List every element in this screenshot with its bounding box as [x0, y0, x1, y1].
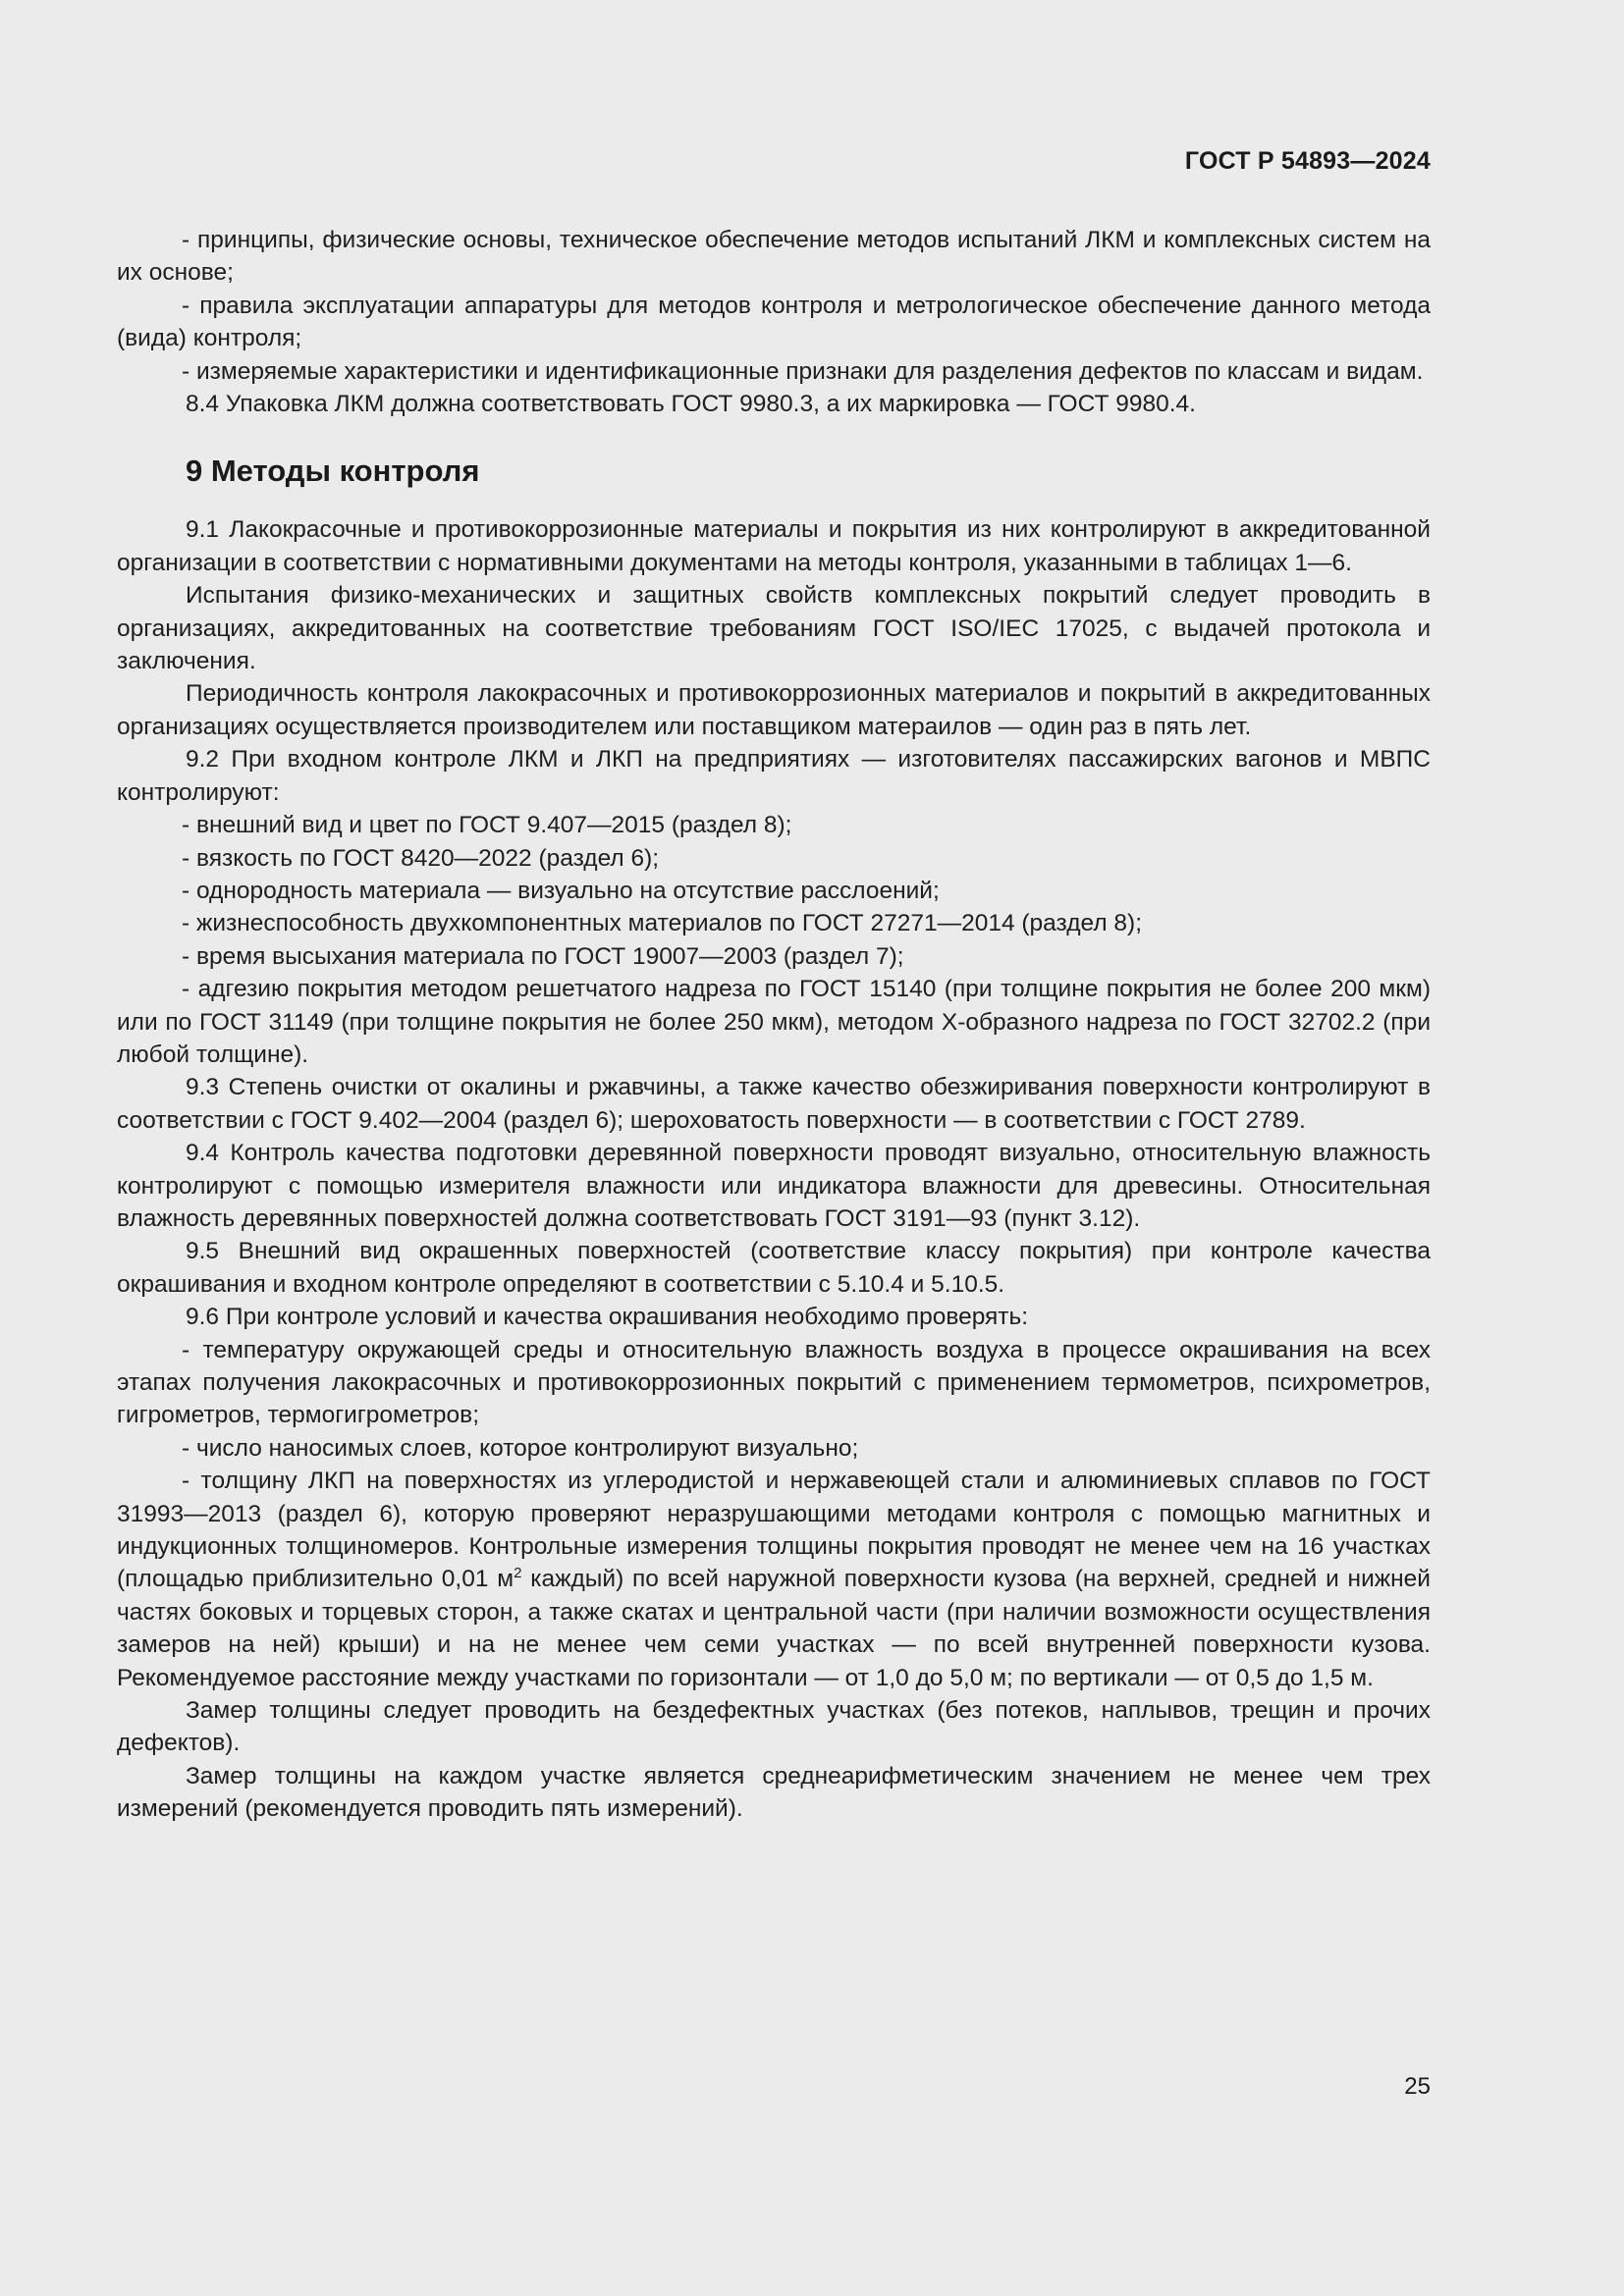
standard-code-header: ГОСТ Р 54893—2024	[1184, 147, 1431, 175]
list-item-9-6: - температуру окружающей среды и относительную влажность воздуха в процессе окрашивания на всех этапах получения лакокрасочных и противокоррозионных покрытий с применением термометров, психрометров, гигрометров, термогигрометров;	[117, 1336, 1431, 1429]
paragraph-measure-average: Замер толщины на каждом участке является среднеарифметическим значением не менее чем трех измерений (рекомендуется проводить пять измерений).	[117, 1762, 1431, 1823]
list-item-9-2: - однородность материала — визуально на отсутствие расслоений;	[182, 877, 940, 904]
thickness-text-start: - толщину ЛКП на поверхностях из углеродистой и нержавеющей стали и алюминиевых сплавов по ГОСТ 31993—2013 (раздел 6), которую проверяют неразрушающими методами контроля с помощью магнитных и индукционных толщиномеров. Контрольные измерения толщины покрытия проводят не менее чем на 16 участках (площадью приблизительно 0,01 м	[117, 1468, 1431, 1593]
paragraph-periodicity: Периодичность контроля лакокрасочных и противокоррозионных материалов и покрытий в аккредитованных организациях осуществляется производителем или поставщиком матераилов — один раз в пять лет.	[117, 680, 1431, 740]
intro-list-item: - правила эксплуатации аппаратуры для методов контроля и метрологическое обеспечение данного метода (вида) контроля;	[117, 292, 1431, 352]
thickness-text-end: каждый) по всей наружной поверхности кузова (на верхней, средней и нижней частях боковых и торцевых сторон, а также скатах и центральной части (при наличии возможности осуществления замеров на ней) крыши) и на не менее чем семи участках — по всей внутренней поверхности кузова. Рекомендуемое расстояние между участками по горизонтали — от 1,0 до 5,0 м; по вертикали — от 0,5 до 1,5 м.	[117, 1566, 1431, 1691]
paragraph-9-4: 9.4 Контроль качества подготовки деревянной поверхности проводят визуально, относительную влажность контролируют с помощью измерителя влажности или индикатора влажности для древесины. Относительная влажность деревянных поверхностей должна соответствовать ГОСТ 3191—93 (пункт 3.12).	[117, 1140, 1431, 1232]
page-number: 25	[1404, 2073, 1431, 2100]
paragraph-9-6: 9.6 При контроле условий и качества окрашивания необходимо проверять:	[186, 1304, 1029, 1331]
list-item-9-2: - вязкость по ГОСТ 8420—2022 (раздел 6);	[182, 844, 660, 872]
paragraph-9-1: 9.1 Лакокрасочные и противокоррозионные материалы и покрытия из них контролируют в аккредитованной организации в соответствии с нормативными документами на методы контроля, указанными в таблицах 1—6.	[117, 516, 1431, 576]
list-item-9-2: - внешний вид и цвет по ГОСТ 9.407—2015 (раздел 8);	[182, 812, 792, 839]
paragraph-9-3: 9.3 Степень очистки от окалины и ржавчины, а также качество обезжиривания поверхности контролируют в соответствии с ГОСТ 9.402—2004 (раздел 6); шероховатость поверхности — в соответствии с ГОСТ 2789.	[117, 1074, 1431, 1134]
list-item-9-2: - адгезию покрытия методом решетчатого надреза по ГОСТ 15140 (при толщине покрытия не более 200 мкм) или по ГОСТ 31149 (при толщине покрытия не более 250 мкм), методом Х-образного надреза по ГОСТ 32702.2 (при любой толщине).	[117, 976, 1431, 1068]
list-item-9-6: - число наносимых слоев, которое контролируют визуально;	[182, 1434, 859, 1462]
intro-list-item: - принципы, физические основы, техническое обеспечение методов испытаний ЛКМ и комплексных систем на их основе;	[117, 227, 1431, 287]
intro-list-item: - измеряемые характеристики и идентификационные признаки для разделения дефектов по классам и видам.	[182, 357, 1424, 385]
section-heading: 9 Методы контроля	[186, 454, 480, 489]
page-content	[117, 224, 1431, 1826]
superscript-exponent: 2	[514, 1565, 522, 1582]
paragraph-8-4: 8.4 Упаковка ЛКМ должна соответствовать ГОСТ 9980.3, а их маркировка — ГОСТ 9980.4.	[186, 391, 1196, 418]
list-item-9-2: - время высыхания материала по ГОСТ 19007—2003 (раздел 7);	[182, 942, 904, 970]
list-item-9-6-thickness	[117, 1465, 1431, 1694]
paragraph-tests: Испытания физико-механических и защитных свойств комплексных покрытий следует проводить в организациях, аккредитованных на соответствие требованиям ГОСТ ISO/IEC 17025, с выдачей протокола и заключения.	[117, 582, 1431, 675]
paragraph-9-2: 9.2 При входном контроле ЛКМ и ЛКП на предприятиях — изготовителях пассажирских вагонов и МВПС контролируют:	[117, 746, 1431, 806]
list-item-9-2: - жизнеспособность двухкомпонентных материалов по ГОСТ 27271—2014 (раздел 8);	[182, 910, 1143, 937]
paragraph-9-5: 9.5 Внешний вид окрашенных поверхностей (соответствие классу покрытия) при контроле качества окрашивания и входном контроле определяют в соответствии с 5.10.4 и 5.10.5.	[117, 1238, 1431, 1298]
paragraph-measure-defects: Замер толщины следует проводить на бездефектных участках (без потеков, наплывов, трещин и прочих дефектов).	[117, 1697, 1431, 1757]
